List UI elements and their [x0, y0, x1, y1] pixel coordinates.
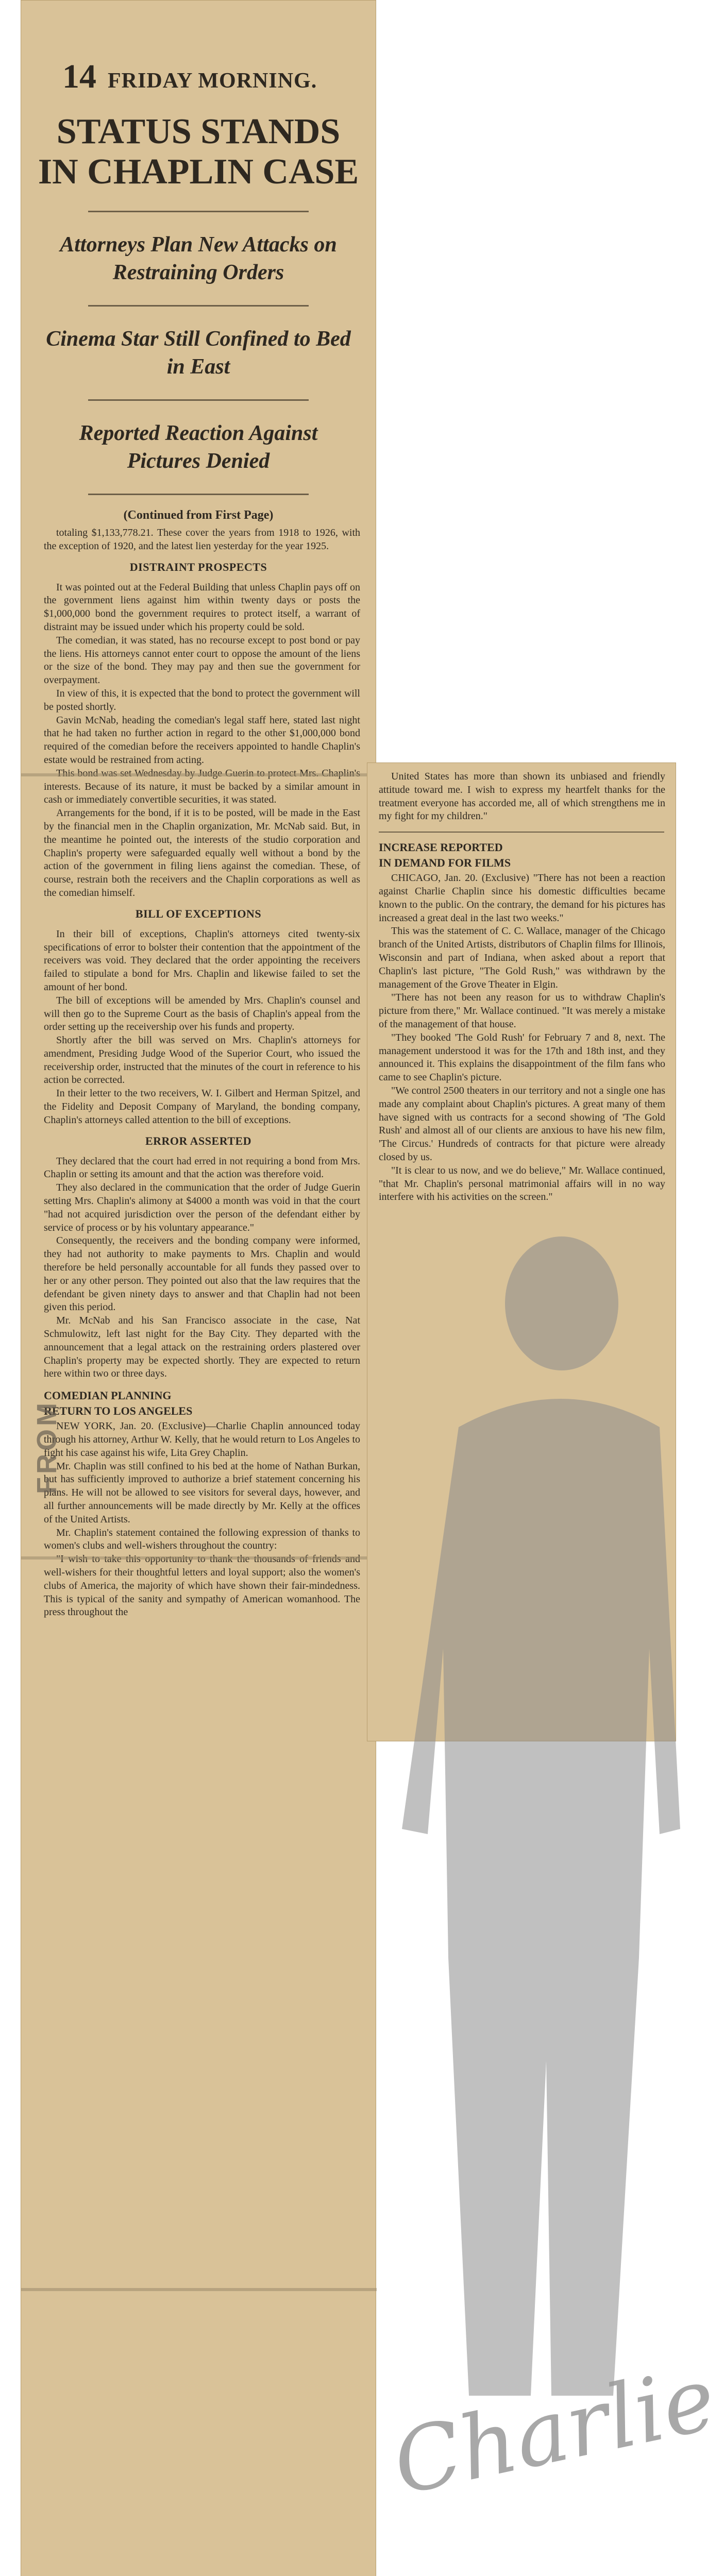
body-paragraph: Mr. Chaplin's statement contained the following expression of thanks to women's clubs and well-wishers throughout the country: — [44, 1527, 360, 1552]
paper-fold — [21, 1556, 377, 1560]
divider — [88, 305, 309, 307]
paper-fold — [21, 2288, 377, 2291]
stamp-text: FROM — [31, 1400, 62, 1494]
subhead-line: IN DEMAND FOR FILMS — [379, 856, 511, 870]
subhead-increase-reported — [367, 841, 676, 870]
body-paragraph: well-wishers for their thoughtful letters and loyal support; also the women's clubs of America, the majority of which have shown their fair-mindedness. This is typical of the sanity and sympathy of American womanhood. The press throughout the — [44, 1566, 360, 1618]
article-body-part-2 — [21, 581, 376, 900]
left-clipping-column — [21, 0, 376, 2576]
body-paragraph: NEW YORK, Jan. 20. (Exclusive)—Charlie Chaplin announced today through his attorney, Arthur W. Kelly, that he would return to Los Angeles to fight his case against his wife, Lita Grey Chaplin. — [44, 1420, 360, 1459]
divider — [88, 399, 309, 401]
paper-fold — [21, 773, 377, 776]
body-paragraph: "They booked 'The Gold Rush' for February 7 and 8, next. The management understood it was for the 17th and 18th inst, and they announced it. This explains the disappointment of the film fans who came to see Chaplin's picture. — [379, 1031, 665, 1083]
body-paragraph: In view of this, it is expected that the bond to protect the government will be posted shortly. — [44, 687, 360, 713]
subhead-line: RETURN TO LOS ANGELES — [44, 1404, 193, 1418]
deck-1: Attorneys Plan New Attacks on Restraining Orders — [60, 233, 337, 284]
deck-2: Cinema Star Still Confined to Bed in East — [46, 327, 351, 379]
right-body-part-2 — [367, 872, 676, 1204]
body-paragraph: The comedian, it was stated, has no recourse except to post bond or pay the liens. His attorneys cannot enter court to oppose the amount of the liens or the size of the bond. They may pay and then sue the government for overpayment. — [44, 634, 360, 686]
main-headline — [21, 112, 376, 192]
body-paragraph: It was pointed out at the Federal Building that unless Chaplin pays off on the government liens against him within twenty days or posts the $1,000,000 bond the government requires to protect itself, a warrant of distraint may be issued under which his property could be sold. — [44, 581, 360, 633]
body-paragraph: CHICAGO, Jan. 20. (Exclusive) "There has not been a reaction against Charlie Chaplin since his domestic difficulties became known to the public. On the contrary, the demand for his pictures has increased a great deal in the last two weeks." — [379, 872, 665, 924]
autograph-signature: Charlie — [384, 2347, 724, 2515]
headline-line: IN CHAPLIN CASE — [38, 152, 359, 192]
body-paragraph: "It is clear to us now, and we do believe," Mr. Wallace continued, "that Mr. Chaplin's personal matrimonial affairs will in no way interfere with his activities on the screen." — [379, 1164, 665, 1203]
body-paragraph: Mr. McNab and his San Francisco associate in the case, Nat Schmulowitz, left last night for the Bay City. They departed with the announcement that a legal attack on the restraining orders plastered over Chaplin's property may be expected shortly. They are expected to return here within two or three days. — [44, 1315, 360, 1380]
subhead-comedian-planning — [21, 1389, 376, 1418]
body-paragraph: This was the statement of C. C. Wallace, manager of the Chicago branch of the United Artists, distributors of Chaplin films for Illinois, Wisconsin and part of Indiana, when asked about a report that Chaplin's last picture, "The Gold Rush," was withdrawn by the management of the Grove Theater in Elgin. — [379, 925, 665, 990]
body-paragraph: Shortly after the bill was served on Mrs. Chaplin's attorneys for amendment, Presiding Judge Wood of the Superior Court, who issued the receivership order, instructed that the minutes of the court in reference to his action be corrected. — [44, 1035, 360, 1086]
body-paragraph: "There has not been any reason for us to withdraw Chaplin's picture from there," Mr. Wallace continued. "It was merely a mistake of the management of that house. — [379, 992, 665, 1030]
article-body-part-1 — [21, 527, 376, 553]
article-body-part-5 — [21, 1420, 376, 1619]
article-body-part-4 — [21, 1155, 376, 1381]
divider — [88, 211, 309, 212]
divider — [88, 494, 309, 495]
body-paragraph: Gavin McNab, heading the comedian's legal staff here, stated last night that he had taken no further action in regard to the other $1,000,000 bond required of the comedian before the receivers appointed to handle Chaplin's estate would be restrained from acting. — [44, 714, 360, 766]
body-paragraph: They declared that the court had erred in not requiring a bond from Mrs. Chaplin or setting its amount and that the action was therefore void. — [44, 1155, 360, 1180]
subhead-distraint: DISTRAINT PROSPECTS — [129, 560, 267, 573]
page-number: 14 — [62, 58, 96, 95]
divider — [379, 832, 664, 833]
page-header — [21, 1, 376, 96]
body-paragraph: The bill of exceptions will be amended by Mrs. Chaplin's counsel and will then go to the Supreme Court as the basis of Chaplin's appeal from the order setting up the receivership over his funds and property. — [44, 994, 360, 1033]
silhouette-figure-icon — [392, 1185, 680, 2421]
body-paragraph: "We control 2500 theaters in our territory and not a single one has made any complaint about Chaplin's pictures. A great many of them have signed with us contracts for a second showing of 'The Gold Rush' and almost all of our clients are anxious to have his new film, 'The Circus.' Hundreds of contracts for that picture were already closed by us. — [379, 1084, 665, 1163]
subhead-bill-of-exceptions: BILL OF EXCEPTIONS — [135, 907, 262, 920]
continued-label: (Continued from First Page) — [123, 509, 274, 522]
body-paragraph: Consequently, the receivers and the bonding company were informed, they had not authority to make payments to Mrs. Chaplin and would therefore be held personally accountable for all funds they passed over to her or any other person. They pointed out also that the law requires that the defendant be given ninety days to answer and that Chaplin had not been given this period. — [44, 1235, 360, 1313]
body-paragraph: totaling $1,133,778.21. These cover the years from 1918 to 1926, with the exception of 1920, and the latest lien yesterday for the year 1925. — [44, 527, 360, 552]
subhead-error-asserted: ERROR ASSERTED — [145, 1134, 252, 1147]
edition-day: FRIDAY MORNING. — [108, 69, 317, 93]
deck-3: Reported Reaction Against Pictures Denied — [79, 421, 318, 473]
body-paragraph: Arrangements for the bond, if it is to be posted, will be made in the East by the financial men in the Chaplin organization, Mr. McNab said. But, in the meantime he pointed out, the interests of the studio corporation and Chaplin's property were safeguarded equally well without a bond by the action of the government in filing liens against the comedian. These, of course, restrain both the receivers and the Chaplin corporations as well as the comedian himself. — [44, 807, 360, 899]
body-paragraph: In their bill of exceptions, Chaplin's attorneys cited twenty-six specifications of error to bolster their contention that the appointment of the receivers was void. They declared that the order appointing the receivers failed to stipulate a bond for Mrs. Chaplin and likewise failed to set the amount of her bond. — [44, 928, 360, 993]
body-paragraph: In their letter to the two receivers, W. I. Gilbert and Herman Spitzel, and the Fidelity and Deposit Company of Maryland, the bonding company, Chaplin's attorneys called attention to the bill of exceptions. — [44, 1088, 360, 1126]
subhead-line: INCREASE REPORTED — [379, 841, 503, 854]
body-paragraph: interests. Because of its nature, it must be backed by a similar amount in cash or immediately convertible securities, it was stated. — [44, 781, 360, 806]
subhead-line: COMEDIAN PLANNING — [44, 1389, 172, 1402]
article-body-part-3 — [21, 928, 376, 1127]
right-body-part-1 — [367, 770, 676, 823]
body-paragraph: They also declared in the communication that the order of Judge Guerin setting Mrs. Chaplin's alimony at $4000 a month was void in that the court "had not acquired jurisdiction over the person of the defendant either by service of process or by his voluntary appearance." — [44, 1182, 360, 1233]
body-paragraph: United States has more than shown its unbiased and friendly attitude toward me. I wish to express my heartfelt thanks for the treatment everyone has accorded me, all of which strengthens me in my fight for my children." — [379, 771, 665, 822]
headline-line: STATUS STANDS — [56, 112, 341, 151]
body-paragraph: Mr. Chaplin was still confined to his bed at the home of Nathan Burkan, but has sufficiently improved to authorize a brief statement concerning his plans. He will not be allowed to see visitors for several days, however, and all further announcements will be made directly by Mr. Kelly at the offices of the United Artists. — [44, 1460, 360, 1525]
